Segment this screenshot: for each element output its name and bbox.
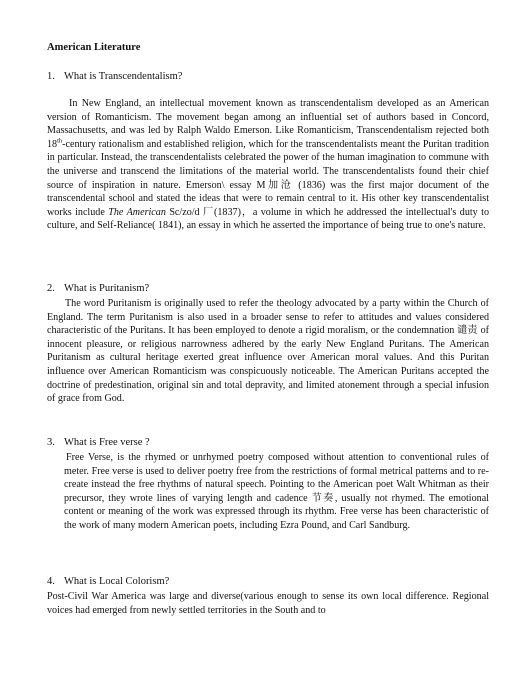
answer-paragraph-2: The word Puritanism is originally used to refer the theology advocated by a party within the Church of England. The term Puritanism is also used in a broader sense to refer to attitudes and values considered characteristic of the Puritans. It has been employed to denote a rigid moralism, or the condemnation 谴责 of innocent pleasure, or religious narrowness adhered by the early New England Puritans. The American Puritanism as cultural heritage exerted great influence over American moral values. And this Puritan influence over American Romanticism was conspicuously noticeable. The American Puritans accepted the doctrine of predestination, original sin and total depravity, and limited atonement through a special infusion of grace from God. <box>47 298 489 405</box>
question-number: 1. <box>47 71 55 82</box>
paragraph-text: In New England, an intellectual movement known as transcendentalism developed as an American version of Romanticism. The movement began among an influential set of authors based in Concord, Massachusetts, and was led by Ralph Waldo Emerson. Like Romanticism, Transcendentalism rejected both 18 <box>47 98 489 150</box>
paragraph-text: Sc/zo/d 厂(1837)，a volume in which he addressed the intellectual's duty to culture, and Self-Reliance( 1841), an essay in which he asserted the importance of being true to one's nature. <box>47 206 489 232</box>
question-heading-3 <box>47 437 150 448</box>
document-title: American Literature <box>47 42 141 53</box>
question-number: 2. <box>47 283 55 294</box>
question-number: 3. <box>47 437 55 448</box>
question-text: What is Puritanism? <box>64 283 150 294</box>
question-number: 4. <box>47 576 55 587</box>
answer-paragraph-1 <box>47 97 489 233</box>
answer-paragraph-4: Post-Civil War America was large and diverse(various enough to sense its own local difference. Regional voices had emerged from newly settled territories in the South and to <box>47 591 489 616</box>
italic-text: The American <box>108 206 166 218</box>
answer-paragraph-3: Free Verse, is the rhymed or unrhymed poetry composed without attention to conventional rules of meter. Free verse is used to deliver poetry free from the restrictions of formal metrical patterns and to re-create instead the free rhythms of natural speech. Pointing to the American poet Walt Whitman as their precursor, they wrote lines of varying length and cadence 节奏, usually not rhymed. The emotional content or meaning of the work was expressed through its rhythm. Free verse has been characteristic of the work of many modern American poets, including Ezra Pound, and Carl Sandburg. <box>64 452 489 531</box>
question-text: What is Local Colorism? <box>64 576 170 587</box>
question-heading-2 <box>47 283 149 294</box>
question-heading-4 <box>47 576 169 587</box>
superscript: th <box>57 137 63 145</box>
question-text: What is Transcendentalism? <box>64 71 183 82</box>
question-heading-1 <box>47 71 182 82</box>
paragraph-text: -century rationalism and established religion, which for the transcendentalists meant the Puritan tradition in particular. Instead, the transcendentalists celebrated the power of the human imagination to commune with the universe and transcend the limitations of the material world. The transcendentalists found their chief source of inspiration in nature. Emerson\ essay M加沧 (1836) was the first major document of the transcendental school and stated the ideas that were to remain central to it. His other key transcendentalist works include <box>47 138 489 218</box>
question-text: What is Free verse ? <box>64 437 150 448</box>
